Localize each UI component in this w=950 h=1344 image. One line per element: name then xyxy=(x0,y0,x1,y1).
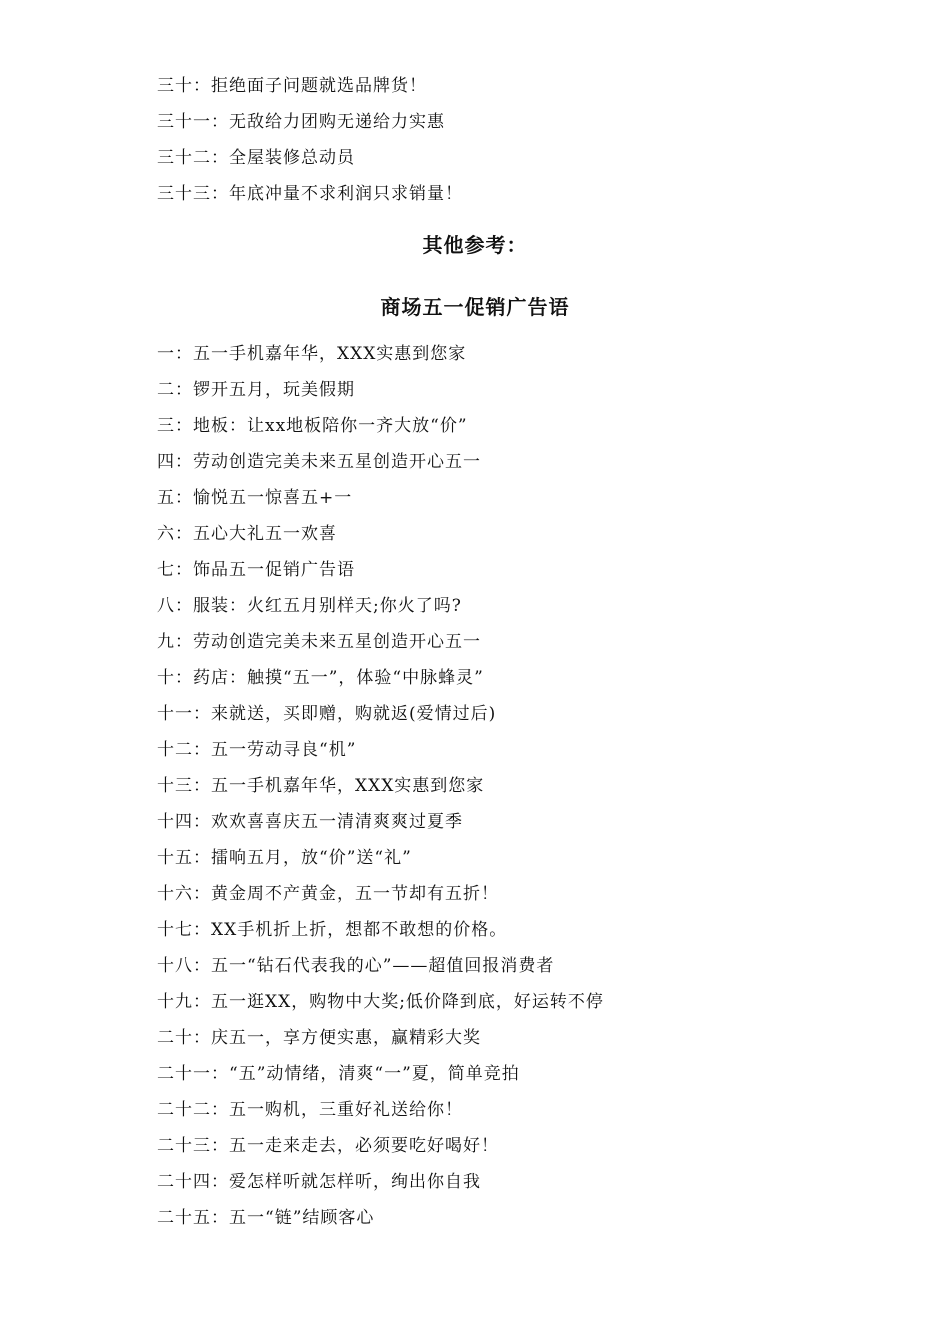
list-item: 十一：来就送，买即赠，购就返(爱情过后) xyxy=(157,704,497,724)
mall-slogan-list xyxy=(157,336,857,1236)
list-item: 四：劳动创造完美未来五星创造开心五一 xyxy=(157,452,481,472)
list-item: 十七：XX手机折上折，想都不敢想的价格。 xyxy=(157,920,508,940)
list-item: 六：五心大礼五一欢喜 xyxy=(157,524,337,544)
slogan-list-continued xyxy=(157,68,857,212)
list-item: 一：五一手机嘉年华，XXX实惠到您家 xyxy=(157,344,467,364)
list-item: 五：愉悦五一惊喜五+一 xyxy=(157,488,353,508)
list-item: 二十五：五一“链”结顾客心 xyxy=(157,1208,375,1228)
list-item: 三十三：年底冲量不求利润只求销量！ xyxy=(157,184,463,204)
list-item: 三十：拒绝面子问题就选品牌货！ xyxy=(157,76,427,96)
list-item: 十：药店：触摸“五一”，体验“中脉蜂灵” xyxy=(157,668,484,688)
list-item: 二十一：“五”动情绪，清爽“一”夏，简单竞拍 xyxy=(157,1064,520,1084)
section-heading-other: 其他参考： xyxy=(422,233,528,257)
list-item: 七：饰品五一促销广告语 xyxy=(157,560,355,580)
list-item: 二：锣开五月，玩美假期 xyxy=(157,380,355,400)
list-item: 二十二：五一购机，三重好礼送给你！ xyxy=(157,1100,463,1120)
list-item: 三十一：无敌给力团购无递给力实惠 xyxy=(157,112,445,132)
list-item: 十九：五一逛XX，购物中大奖;低价降到底，好运转不停 xyxy=(157,992,604,1012)
list-item: 二十三：五一走来走去，必须要吃好喝好！ xyxy=(157,1136,499,1156)
list-item: 十三：五一手机嘉年华，XXX实惠到您家 xyxy=(157,776,485,796)
list-item: 十四：欢欢喜喜庆五一清清爽爽过夏季 xyxy=(157,812,463,832)
list-item: 九：劳动创造完美未来五星创造开心五一 xyxy=(157,632,481,652)
section-heading-mall-slogans: 商场五一促销广告语 xyxy=(380,295,570,319)
list-item: 十二：五一劳动寻良“机” xyxy=(157,740,357,760)
list-item: 十五：擂响五月，放“价”送“礼” xyxy=(157,848,412,868)
list-item: 三十二：全屋装修总动员 xyxy=(157,148,355,168)
list-item: 二十：庆五一，享方便实惠，赢精彩大奖 xyxy=(157,1028,481,1048)
list-item: 八：服装：火红五月别样天;你火了吗? xyxy=(157,596,462,616)
list-item: 十八：五一“钻石代表我的心”——超值回报消费者 xyxy=(157,956,555,976)
list-item: 二十四：爱怎样听就怎样听，绚出你自我 xyxy=(157,1172,481,1192)
list-item: 三：地板：让xx地板陪你一齐大放“价” xyxy=(157,416,468,436)
list-item: 十六：黄金周不产黄金，五一节却有五折！ xyxy=(157,884,499,904)
